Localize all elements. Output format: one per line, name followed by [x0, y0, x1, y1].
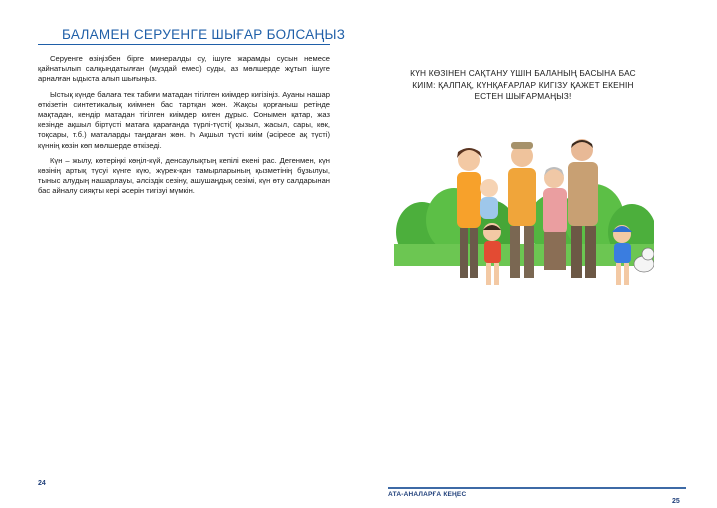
left-page [0, 0, 358, 508]
footer-rule [388, 487, 686, 489]
title-underline [38, 44, 330, 45]
boy-blue-figure-icon [612, 225, 632, 285]
grandmother-figure-icon [543, 167, 567, 270]
paragraph-sun: Күн – жылу, көтеріңкі көңіл-күй, денсаулықтың кепілі екені рас. Дегенмен, күн көзінің артық түсуі күнге күю, жүрек-қан тамырларының қызметінің бұзылуы, тыныс алудың нашарлауы, әлсіздік сезіну, ашушаңдық сезімі, күн өту салдарынан бас айналу сияқты кері әсерін тигізуі мүмкін. [38, 155, 330, 196]
page-title: БАЛАМЕН СЕРУЕНГЕ ШЫҒАР БОЛСАҢЫЗ [62, 27, 346, 42]
paragraph-water: Серуенге өзіңізбен бірге минералды су, ішуге жарамды сусын немесе қайнатылып салқындатылған (мұздай емес) суды, аз мөлшерде жұтып ішуге арналған ыдыста алып шығыңыз. [38, 54, 330, 84]
body-text [38, 54, 330, 202]
paragraph-clothing: Ыстық күнде балаға тек табиғи матадан тігілген киімдер кигізіңіз. Ауаны нашар өткізетін синтетикалық киімнен бас тартқан жөн. Жақсы қорғаныш ретінде мақтадан, кендір матадан тігілген киімдер киген дұрыс. Сонымен қатар, жаз кезінде ақшыл біртүсті матаға қарағанда түрлі-түсті( қызыл, жасыл, сары, көк, тоқсары, т.б.) маталарды таңдаған жөн. Һ Ақшыл түсті киім (әсіресе ақ түсті) күннің көзін көп мөлшерде өткізеді. [38, 89, 330, 150]
page-number-right: 25 [672, 498, 680, 505]
baby-figure-icon [480, 179, 498, 219]
page-number-left: 24 [38, 480, 46, 487]
boy-red-figure-icon [483, 223, 501, 285]
sun-protection-callout: КҮН КӨЗІНЕН САҚТАНУ ҮШІН БАЛАНЫҢ БАСЫНА БАС КИІМ: ҚАЛПАҚ, КҮНҚАҒАРЛАР КИГІЗУ ҚАЖЕТ ЕКЕНІН ЕСТЕН ШЫҒАРМАҢЫЗ! [410, 68, 636, 101]
right-page [358, 0, 717, 508]
family-illustration-icon [394, 132, 654, 302]
footer-label: АТА-АНАЛАРҒА КЕҢЕС [388, 491, 467, 498]
